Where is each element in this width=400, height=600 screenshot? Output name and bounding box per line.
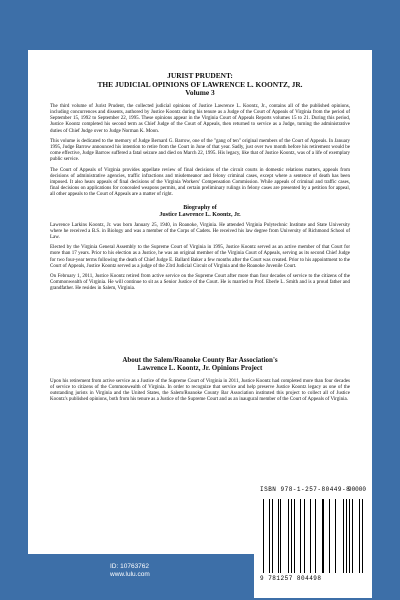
description-panel — [28, 50, 372, 350]
biography-heading — [50, 205, 350, 219]
title-line-3: Volume 3 — [185, 88, 215, 98]
barcode-bars — [260, 499, 366, 573]
biography-paragraph: On February 1, 2011, Justice Koontz retired from active service on the Supreme Court after more than four decades of service to the citizens of the Commonwealth of Virginia. He will continue to sit as a Senior Justice of the Court. He is married to Prof. Eberle L. Smith and is a proud father and grandfather. He resides in Salem, Virginia. — [50, 274, 350, 292]
project-paragraph: Upon his retirement from active service as a Justice of the Supreme Court of Virginia in 2011, Justice Koontz had completed more than four decades of service to citizens of the Commonwealth of Virginia. In order to recognize that service and help preserve Justice Koontz legacy as one of the outstanding jurists in Virginia and the United States, the Salem/Roanoke County Bar Association instituted this project to collect all of Justice Koontz's published opinions, both from his tenure as a Justice of the Supreme Court and as an inaugural member of the Court of Appeals of Virginia. — [50, 378, 350, 403]
book-title — [50, 72, 350, 98]
project-heading-line-2: Lawrence L. Koontz, Jr. Opinions Project — [137, 364, 263, 373]
intro-paragraph: The Court of Appeals of Virginia provides appellate review of final decisions of the circuit courts in domestic relations matters, appeals from decisions of administrative agencies, traffic infractions and misdemeanor and felony criminal cases, except where a sentence of death has been imposed. It also hears appeals of final decisions of the Virginia Workers' Compensation Commission. While appeals of criminal and traffic cases, final decisions on applications for concealed weapons permits, and certain preliminary rulings in felony cases are presented by a petition for appeal, all other appeals to the Court of Appeals are a matter of right. — [50, 167, 350, 198]
intro-paragraph: The third volume of Jurist Prudent, the collected judicial opinions of Justice Lawrence L. Koontz, Jr., contains all of the published opinions, including concurrences and dissents, authored by Justice Koontz during his tenure as a Judge of the Court of Appeals of Virginia from the period of September 15, 1992 to September 22, 1995. These opinions appear in the Virginia Court of Appeals Reports volumes 15 to 21. During this period, Justice Koontz completed his second term as Chief Judge of the Court of Appeals, then returned to service as a Judge, turning the administrative duties of Chief Judge over to Judge Norman K. Moon. — [50, 103, 350, 134]
publisher-site: www.lulu.com — [110, 571, 150, 578]
biography-paragraph: Lawrence Larkins Koontz, Jr. was born January 25, 1940, in Roanoke, Virginia. He attended Virginia Polytechnic Institute and State University where he received a B.S. in Biology and was a member of the Corps of Cadets. He received his law degree from University of Richmond School of Law. — [50, 222, 350, 241]
intro-paragraph: This volume is dedicated to the memory of Judge Bernard G. Barrow, one of the "gang of ten" original members of the Court of Appeals. In January 1995, Judge Barrow announced his intention to retire from the Court in June of that year. Sadly, just over two month before his retirement would be come effective, Judge Barrow suffered a fatal seizure and died on March 22, 1995. His legacy, like that of Justice Koontz, was of a life of exemplary public service. — [50, 138, 350, 163]
barcode-digits: 9 781257 804498 — [260, 575, 322, 582]
project-heading — [50, 356, 350, 373]
project-heading-line-1: About the Salem/Roanoke County Bar Association's — [122, 356, 278, 364]
price-code: 90000 — [347, 486, 366, 493]
publisher-info — [110, 563, 150, 579]
biography-paragraph: Elected by the Virginia General Assembly to the Supreme Court of Virginia in 1995, Justice Koontz served as an active member of that Court for more than 17 years. Prior to his election as a Justice, he was an original member of the Virginia Court of Appeals, serving as its second Chief Judge for two four-year terms following the death of Chief Judge E. Ballard Baker a few months after the Court was created. Prior to his appointment to the Court of Appeals, Justice Koontz served as a judge of the 23rd Judicial Circuit of Virginia and the Roanoke Juvenile Court. — [50, 245, 350, 269]
biography-heading-line-2: Justice Lawrence L. Koontz, Jr. — [159, 211, 241, 218]
title-line-1: JURIST PRUDENT: — [167, 71, 233, 80]
isbn-text: ISBN 978-1-257-80449-8 — [260, 486, 351, 493]
publisher-id: ID: 10763762 — [110, 563, 150, 570]
title-line-2: THE JUDICIAL OPINIONS OF LAWRENCE L. KOONTZ, JR. — [97, 79, 303, 89]
biography-heading-line-1: Biography of — [183, 204, 217, 211]
barcode-box — [254, 482, 372, 598]
